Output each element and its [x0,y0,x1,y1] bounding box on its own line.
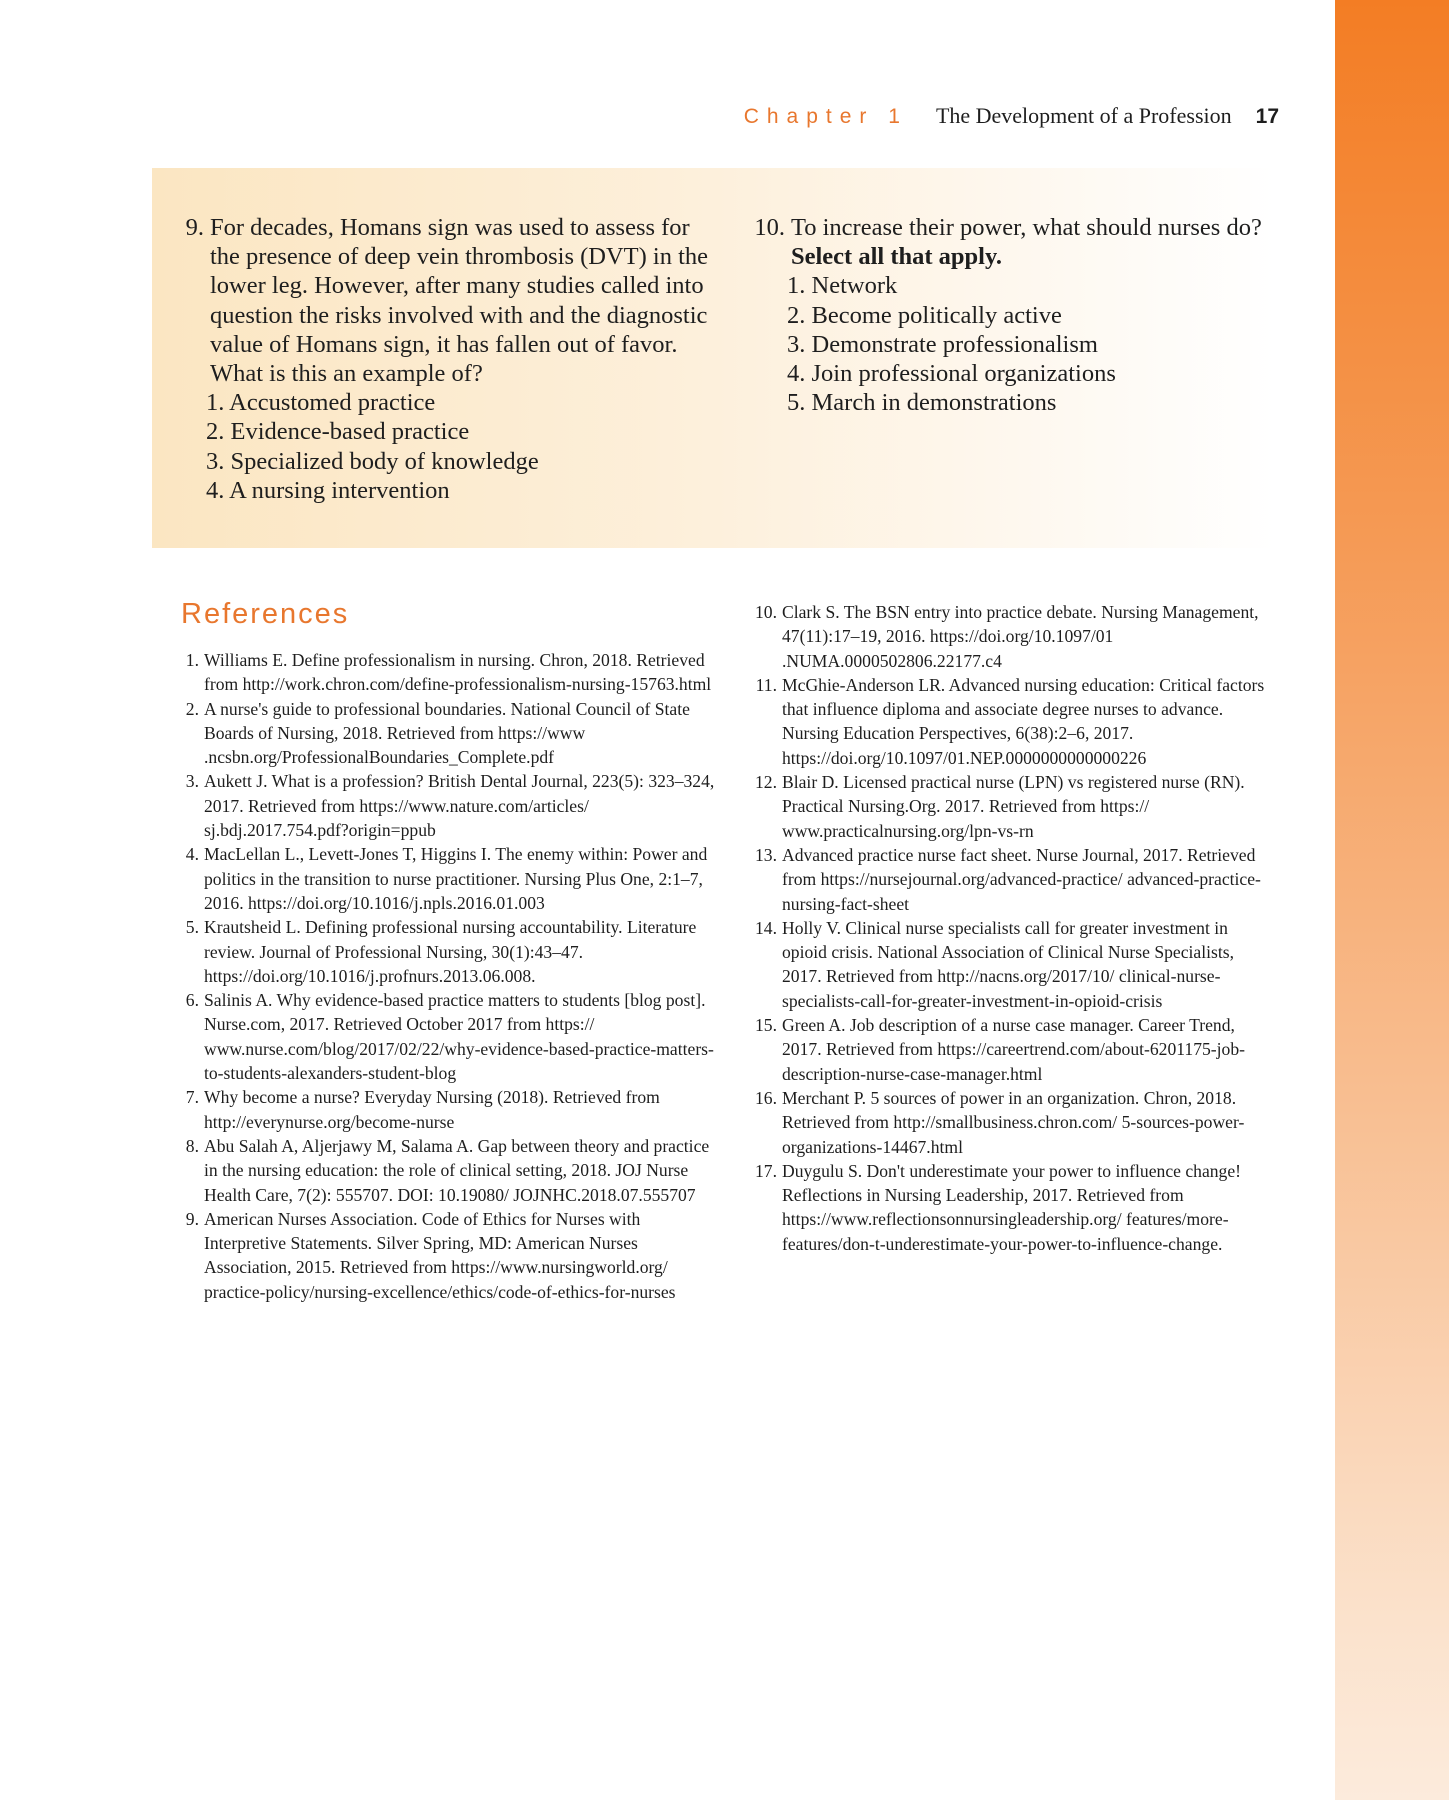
question-10 [751,213,1281,417]
reference-number: 1. [185,650,199,670]
reference-number: 4. [185,844,199,865]
reference-item [180,1134,720,1207]
reference-number: 10. [755,602,777,622]
reference-item [748,843,1268,916]
reference-text: Clark S. The BSN entry into practice debate. Nursing Management, 47(11):17–19, 2016. https://doi.org/10.1097/01 .NUMA.0000502806.22177.c4 [782,602,1259,671]
question-instruction: Select all that apply. [791,243,1002,271]
reference-text: Abu Salah A, Aljerjawy M, Salama A. Gap between theory and practice in the nursing education: the role of clinical setting, 2018. JOJ Nurse Health Care, 7(2): 555707. DOI: 10.19080/ JOJNHC.2018.07.555707 [204,1135,710,1205]
answer-option: 2. Evidence-based practice [206,418,470,446]
reference-text: Blair D. Licensed practical nurse (LPN) vs registered nurse (RN). Practical Nursing.Org. 2017. Retrieved from https:// www.practicalnursing.org/lpn-vs-rn [782,772,1245,841]
reference-number: 2. [185,698,199,719]
reference-text: Williams E. Define professionalism in nursing. Chron, 2018. Retrieved from http://work.chron.com/define-professionalism-nursing-15763.html [204,650,712,695]
reference-item [180,915,720,988]
reference-item [180,769,720,842]
reference-text: Why become a nurse? Everyday Nursing (2018). Retrieved from http://everynurse.org/become-nurse [204,1087,660,1132]
answer-options [182,388,722,505]
reference-item [180,1085,720,1134]
reference-item [748,916,1268,1013]
question-number: 10. [754,214,785,241]
references-list-left [180,648,720,1304]
reference-item [748,673,1268,770]
reference-text: MacLellan L., Levett-Jones T, Higgins I. The enemy within: Power and politics in the transition to nurse practitioner. Nursing Plus One, 2:1–7, 2016. https://doi.org/10.1016/j.npls.2016.01.003 [204,844,708,913]
reference-number: 12. [755,772,777,793]
answer-option: 5. March in demonstrations [787,389,1057,417]
reference-text: Aukett J. What is a profession? British Dental Journal, 223(5): 323–324, 2017. Retrieved from https://www.nature.com/articles/ sj.bdj.2017.754.pdf?origin=ppub [204,771,715,841]
reference-number: 9. [185,1208,199,1229]
answer-option: 3. Specialized body of knowledge [206,447,539,475]
page-number: 17 [1255,105,1279,128]
answer-option: 4. A nursing intervention [206,476,450,504]
question-stem: For decades, Homans sign was used to assess for the presence of deep vein thrombosis (DVT) in the lower leg. However, after many studies called into question the risks involved with and the diagnostic value of Homans sign, it has fallen out of favor. What is this an example of? [210,214,709,388]
reference-text: Duygulu S. Don't underestimate your power to influence change! Reflections in Nursing Leadership, 2017. Retrieved from https://www.reflectionsonnursingleadership.org/ features/more-features/don-t-underestimate-your-power-to-influence-change. [782,1160,1242,1254]
answer-option: 1. Accustomed practice [206,389,436,417]
reference-number: 6. [185,990,199,1011]
running-header [744,103,1279,133]
reference-text: Merchant P. 5 sources of power in an organization. Chron, 2018. Retrieved from http://smallbusiness.chron.com/ 5-sources-power-organizations-14467.html [782,1087,1245,1157]
reference-text: Salinis A. Why evidence-based practice matters to students [blog post]. Nurse.com, 2017. Retrieved October 2017 from https:// www.nurse.com/blog/2017/02/22/why-evidence-based-practice-matters-to-students-alexanders-student-blog [204,990,714,1084]
reference-number: 15. [755,1015,777,1036]
answer-option: 1. Network [787,272,898,300]
reference-number: 5. [185,917,199,938]
reference-item [180,697,720,770]
reference-text: American Nurses Association. Code of Ethics for Nurses with Interpretive Statements. Silver Spring, MD: American Nurses Association, 2015. Retrieved from https://www.nursingworld.org/ practice-policy/nursing-excellence/ethics/code-of-ethics-for-nurses [204,1208,676,1302]
reference-item [748,1159,1268,1256]
chapter-title: The Development of a Profession [935,103,1232,128]
references-list-right [748,600,1268,1256]
question-9 [182,213,722,505]
reference-number: 13. [755,844,777,865]
reference-item [748,770,1268,843]
reference-number: 16. [755,1087,777,1108]
reference-number: 7. [185,1087,199,1108]
reference-number: 8. [185,1135,199,1156]
reference-item [748,600,1268,673]
reference-number: 11. [755,674,777,695]
answer-options [751,271,1281,417]
question-stem: To increase their power, what should nurses do? [791,214,1262,241]
reference-item [180,988,720,1085]
reference-text: McGhie-Anderson LR. Advanced nursing education: Critical factors that influence diploma and associate degree nurses to advance. Nursing Education Perspectives, 6(38):2–6, 2017. https://doi.org/10.1097/01.NEP.0000000000000226 [782,674,1265,768]
reference-number: 17. [755,1160,777,1181]
reference-text: A nurse's guide to professional boundaries. National Council of State Boards of Nursing, 2018. Retrieved from https://www .ncsbn.org/ProfessionalBoundaries_Complete.pdf [204,698,690,768]
reference-text: Krautsheid L. Defining professional nursing accountability. Literature review. Journal of Professional Nursing, 30(1):43–47. https://doi.org/10.1016/j.profnurs.2013.06.008. [204,917,697,986]
reference-text: Advanced practice nurse fact sheet. Nurse Journal, 2017. Retrieved from https://nursejournal.org/advanced-practice/ advanced-practice-nursing-fact-sheet [782,844,1261,914]
answer-option: 2. Become politically active [787,301,1062,329]
answer-option: 4. Join professional organizations [787,360,1116,388]
answer-option: 3. Demonstrate professionalism [787,330,1098,358]
reference-number: 3. [185,771,199,792]
reference-number: 14. [755,917,777,938]
question-stem-wrap [785,213,1262,271]
side-color-band [1335,0,1449,1800]
reference-text: Holly V. Clinical nurse specialists call for greater investment in opioid crisis. National Association of Clinical Nurse Specialists, 2017. Retrieved from http://nacns.org/2017/10/ clinical-nurse-specialists-call-for-greater-investment-in-opioid-crisis [782,917,1234,1011]
reference-item [748,1013,1268,1086]
reference-text: Green A. Job description of a nurse case manager. Career Trend, 2017. Retrieved from https://careertrend.com/about-6201175-job-description-nurse-case-manager.html [782,1015,1246,1084]
reference-item [748,1086,1268,1159]
reference-item [180,842,720,915]
references-heading: References [181,598,350,630]
chapter-label: Chapter 1 [743,105,908,128]
question-number: 9. [185,214,204,241]
reference-item [180,648,720,697]
reference-item [180,1207,720,1304]
